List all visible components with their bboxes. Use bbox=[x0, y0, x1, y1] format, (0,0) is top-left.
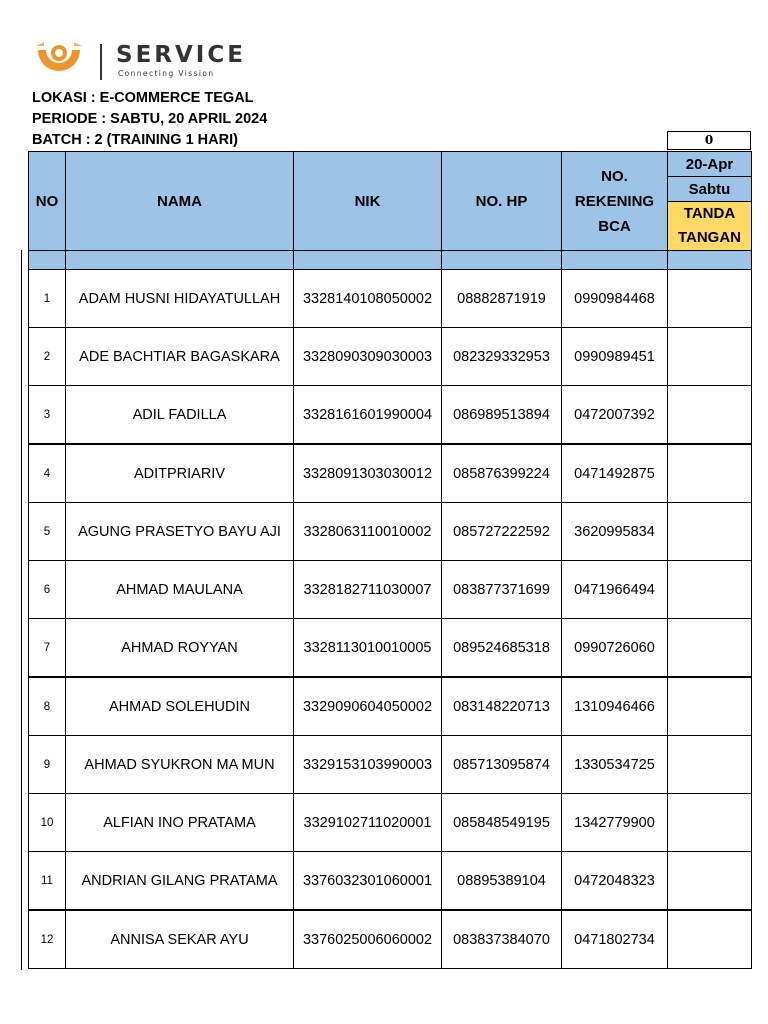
cell-signature[interactable] bbox=[668, 328, 752, 386]
cell-hp: 089524685318 bbox=[442, 619, 562, 678]
cell-hp: 083877371699 bbox=[442, 561, 562, 619]
cell-hp: 085713095874 bbox=[442, 736, 562, 794]
service-logo-icon bbox=[34, 40, 90, 82]
cell-no: 1 bbox=[29, 270, 66, 328]
cell-no: 8 bbox=[29, 677, 66, 736]
table-row bbox=[29, 619, 752, 678]
cell-nama: ALFIAN INO PRATAMA bbox=[66, 794, 294, 852]
cell-signature[interactable] bbox=[668, 794, 752, 852]
rekening-line3: BCA bbox=[598, 217, 631, 235]
cell-nik: 3328063110010002 bbox=[294, 503, 442, 561]
cell-nik: 3328113010010005 bbox=[294, 619, 442, 678]
cell-rekening: 3620995834 bbox=[562, 503, 668, 561]
cell-signature[interactable] bbox=[668, 561, 752, 619]
cell-rekening: 1310946466 bbox=[562, 677, 668, 736]
cell-nik: 3376025006060002 bbox=[294, 910, 442, 969]
cell-signature[interactable] bbox=[668, 910, 752, 969]
cell-nama: AHMAD SYUKRON MA MUN bbox=[66, 736, 294, 794]
period-label: PERIODE : SABTU, 20 APRIL 2024 bbox=[32, 111, 268, 127]
cell-hp: 085848549195 bbox=[442, 794, 562, 852]
col-header-nama: NAMA bbox=[66, 152, 294, 251]
col-header-hp: NO. HP bbox=[442, 152, 562, 251]
cell-nik: 3329153103990003 bbox=[294, 736, 442, 794]
table-row bbox=[29, 328, 752, 386]
table-row bbox=[29, 270, 752, 328]
col-header-rekening bbox=[562, 152, 668, 251]
cell-no: 7 bbox=[29, 619, 66, 678]
cell-rekening: 0990984468 bbox=[562, 270, 668, 328]
table-row bbox=[29, 736, 752, 794]
signature-line2: TANGAN bbox=[677, 229, 742, 246]
cell-signature[interactable] bbox=[668, 677, 752, 736]
cell-no: 3 bbox=[29, 386, 66, 445]
cell-nik: 3328090309030003 bbox=[294, 328, 442, 386]
col-header-nik: NIK bbox=[294, 152, 442, 251]
cell-no: 4 bbox=[29, 444, 66, 503]
cell-no: 12 bbox=[29, 910, 66, 969]
location-label: LOKASI : E-COMMERCE TEGAL bbox=[32, 90, 254, 106]
signature-line1: TANDA bbox=[683, 205, 736, 222]
cell-rekening: 1330534725 bbox=[562, 736, 668, 794]
table-row bbox=[29, 561, 752, 619]
table-row bbox=[29, 852, 752, 911]
cell-nama: AHMAD MAULANA bbox=[66, 561, 294, 619]
cell-hp: 08882871919 bbox=[442, 270, 562, 328]
cell-nama: ADIL FADILLA bbox=[66, 386, 294, 445]
cell-nama: ANNISA SEKAR AYU bbox=[66, 910, 294, 969]
cell-nama: ADAM HUSNI HIDAYATULLAH bbox=[66, 270, 294, 328]
cell-hp: 086989513894 bbox=[442, 386, 562, 445]
cell-no: 5 bbox=[29, 503, 66, 561]
cell-signature[interactable] bbox=[668, 736, 752, 794]
cell-rekening: 0471966494 bbox=[562, 561, 668, 619]
cell-hp: 083148220713 bbox=[442, 677, 562, 736]
cell-nik: 3328182711030007 bbox=[294, 561, 442, 619]
cell-nik: 3328140108050002 bbox=[294, 270, 442, 328]
cell-signature[interactable] bbox=[668, 386, 752, 445]
cell-hp: 082329332953 bbox=[442, 328, 562, 386]
attendance-table bbox=[28, 151, 752, 969]
cell-nik: 3329102711020001 bbox=[294, 794, 442, 852]
cell-signature[interactable] bbox=[668, 444, 752, 503]
cell-rekening: 0472007392 bbox=[562, 386, 668, 445]
col-header-date: 20-Apr bbox=[668, 152, 752, 177]
cell-hp: 085876399224 bbox=[442, 444, 562, 503]
table-row bbox=[29, 444, 752, 503]
cell-nik: 3376032301060001 bbox=[294, 852, 442, 911]
cell-no: 2 bbox=[29, 328, 66, 386]
table-row bbox=[29, 386, 752, 445]
cell-rekening: 0471802734 bbox=[562, 910, 668, 969]
cell-nik: 3328091303030012 bbox=[294, 444, 442, 503]
cell-no: 11 bbox=[29, 852, 66, 911]
counter-cell: 0 bbox=[667, 131, 751, 150]
batch-label: BATCH : 2 (TRAINING 1 HARI) bbox=[32, 132, 238, 148]
rekening-line1: NO. bbox=[601, 167, 628, 185]
cell-nama: ADE BACHTIAR BAGASKARA bbox=[66, 328, 294, 386]
cell-signature[interactable] bbox=[668, 503, 752, 561]
cell-rekening: 0990726060 bbox=[562, 619, 668, 678]
cell-no: 9 bbox=[29, 736, 66, 794]
table-row bbox=[29, 503, 752, 561]
cell-rekening: 0471492875 bbox=[562, 444, 668, 503]
header-spacer-row bbox=[29, 251, 752, 270]
logo-divider bbox=[100, 44, 102, 80]
brand-name: SERVICE bbox=[116, 42, 246, 68]
table-row bbox=[29, 677, 752, 736]
col-header-day: Sabtu bbox=[668, 177, 752, 202]
cell-signature[interactable] bbox=[668, 619, 752, 678]
cell-hp: 083837384070 bbox=[442, 910, 562, 969]
cell-nik: 3328161601990004 bbox=[294, 386, 442, 445]
cell-nama: AHMAD SOLEHUDIN bbox=[66, 677, 294, 736]
cell-no: 6 bbox=[29, 561, 66, 619]
cell-nama: AHMAD ROYYAN bbox=[66, 619, 294, 678]
table-row bbox=[29, 794, 752, 852]
cell-signature[interactable] bbox=[668, 270, 752, 328]
cell-signature[interactable] bbox=[668, 852, 752, 911]
cell-hp: 08895389104 bbox=[442, 852, 562, 911]
cell-rekening: 0990989451 bbox=[562, 328, 668, 386]
rekening-line2: REKENING bbox=[574, 192, 655, 210]
company-logo bbox=[34, 40, 244, 82]
cell-rekening: 0472048323 bbox=[562, 852, 668, 911]
cell-nama: ANDRIAN GILANG PRATAMA bbox=[66, 852, 294, 911]
col-header-no: NO bbox=[29, 152, 66, 251]
cell-nik: 3329090604050002 bbox=[294, 677, 442, 736]
brand-tagline: Connecting Vission bbox=[118, 69, 215, 78]
cell-rekening: 1342779900 bbox=[562, 794, 668, 852]
left-border-line bbox=[21, 250, 22, 970]
cell-nama: AGUNG PRASETYO BAYU AJI bbox=[66, 503, 294, 561]
cell-hp: 085727222592 bbox=[442, 503, 562, 561]
cell-nama: ADITPRIARIV bbox=[66, 444, 294, 503]
table-row bbox=[29, 910, 752, 969]
col-header-signature bbox=[668, 202, 752, 251]
cell-no: 10 bbox=[29, 794, 66, 852]
